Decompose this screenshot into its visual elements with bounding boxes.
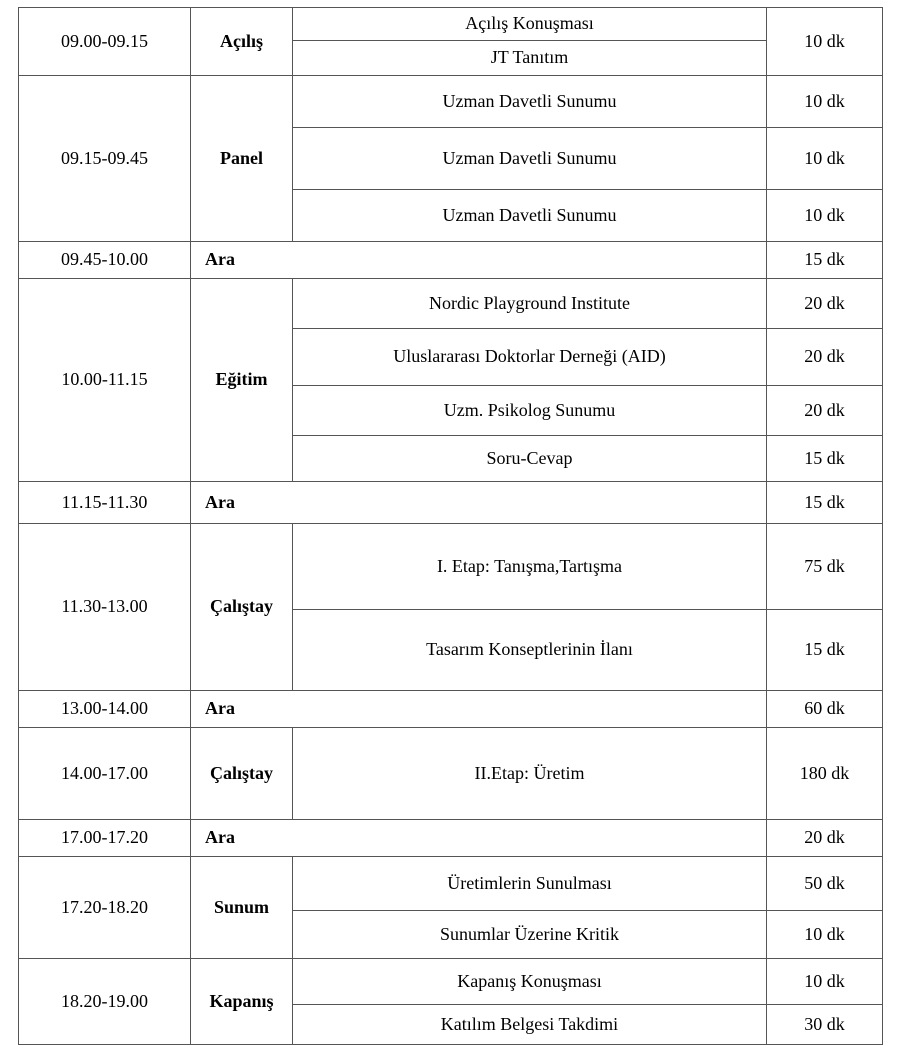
time-cell: 17.20-18.20 [19,857,191,959]
break-row [19,482,883,524]
item-title-cell: Uzman Davetli Sunumu [293,76,767,128]
duration-cell: 50 dk [767,857,883,911]
duration-cell: 75 dk [767,524,883,610]
duration-cell: 10 dk [767,190,883,242]
duration-cell: 10 dk [767,911,883,959]
item-title-cell: Katılım Belgesi Takdimi [293,1005,767,1045]
session-cell: Panel [191,76,293,242]
item-title-cell: Tasarım Konseptlerinin İlanı [293,610,767,691]
item-title-cell: Uzman Davetli Sunumu [293,190,767,242]
item-title-cell: Nordic Playground Institute [293,279,767,329]
item-title-cell: II.Etap: Üretim [293,728,767,820]
break-label: Ara [191,482,767,524]
time-cell: 09.00-09.15 [19,8,191,76]
duration-cell: 20 dk [767,820,883,857]
time-cell: 14.00-17.00 [19,728,191,820]
item-title-cell: Üretimlerin Sunulması [293,857,767,911]
table-row [19,959,883,1005]
session-cell: Çalıştay [191,728,293,820]
time-cell: 09.15-09.45 [19,76,191,242]
duration-cell: 15 dk [767,482,883,524]
duration-cell: 15 dk [767,436,883,482]
duration-cell: 60 dk [767,691,883,728]
table-row [19,728,883,820]
duration-cell: 10 dk [767,128,883,190]
table-row [19,8,883,41]
table-row [19,524,883,610]
duration-cell: 10 dk [767,959,883,1005]
session-cell: Eğitim [191,279,293,482]
duration-cell: 10 dk [767,8,883,76]
item-title-cell: Kapanış Konuşması [293,959,767,1005]
item-title-cell: Uzm. Psikolog Sunumu [293,386,767,436]
item-title-cell: Açılış Konuşması [293,8,767,41]
time-cell: 17.00-17.20 [19,820,191,857]
break-label: Ara [191,242,767,279]
time-cell: 13.00-14.00 [19,691,191,728]
duration-cell: 15 dk [767,610,883,691]
table-row [19,857,883,911]
table-row [19,76,883,128]
duration-cell: 20 dk [767,329,883,386]
time-cell: 18.20-19.00 [19,959,191,1045]
duration-cell: 30 dk [767,1005,883,1045]
break-row [19,820,883,857]
item-title-cell: Uzman Davetli Sunumu [293,128,767,190]
schedule-table [18,7,883,1045]
time-cell: 11.15-11.30 [19,482,191,524]
time-cell: 09.45-10.00 [19,242,191,279]
item-title-cell: I. Etap: Tanışma,Tartışma [293,524,767,610]
break-label: Ara [191,691,767,728]
time-cell: 10.00-11.15 [19,279,191,482]
break-label: Ara [191,820,767,857]
duration-cell: 180 dk [767,728,883,820]
session-cell: Kapanış [191,959,293,1045]
break-row [19,691,883,728]
time-cell: 11.30-13.00 [19,524,191,691]
duration-cell: 10 dk [767,76,883,128]
session-cell: Açılış [191,8,293,76]
duration-cell: 15 dk [767,242,883,279]
item-title-cell: Sunumlar Üzerine Kritik [293,911,767,959]
item-title-cell: JT Tanıtım [293,41,767,76]
duration-cell: 20 dk [767,279,883,329]
break-row [19,242,883,279]
session-cell: Çalıştay [191,524,293,691]
session-cell: Sunum [191,857,293,959]
table-row [19,279,883,329]
item-title-cell: Uluslararası Doktorlar Derneği (AID) [293,329,767,386]
item-title-cell: Soru-Cevap [293,436,767,482]
duration-cell: 20 dk [767,386,883,436]
